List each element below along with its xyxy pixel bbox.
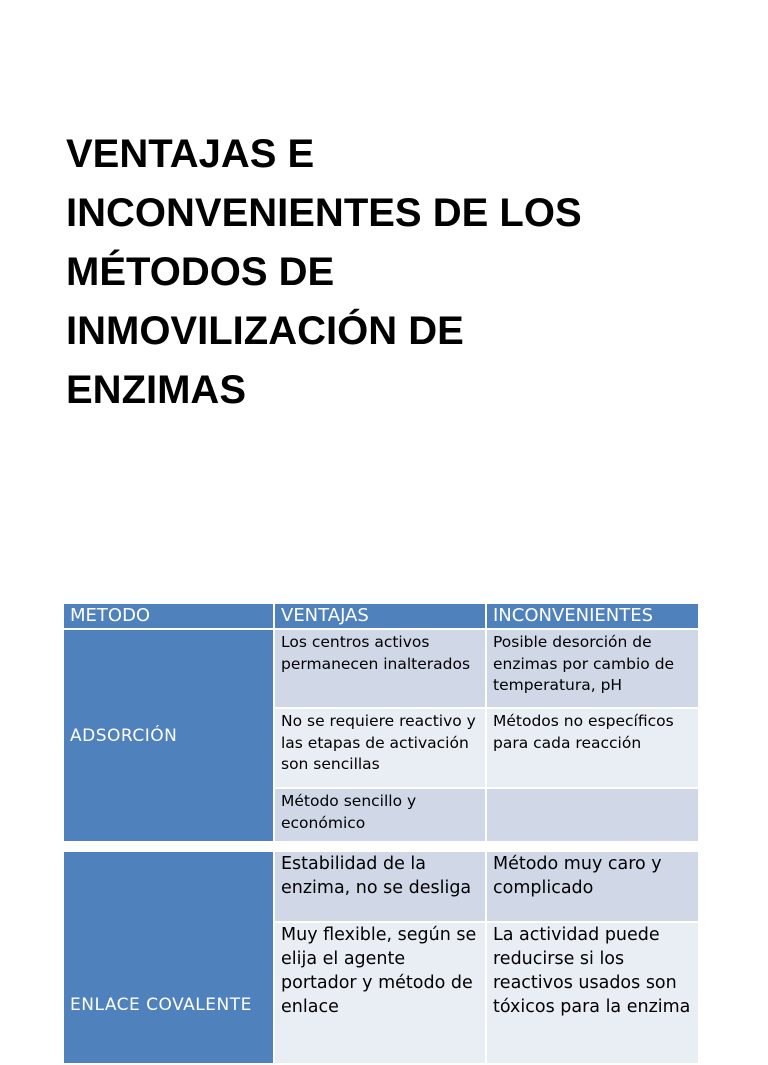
table-row: [64, 630, 698, 707]
methods-table-enlace-covalente: [62, 850, 700, 1065]
header-ventajas: VENTAJAS: [275, 604, 485, 628]
ventajas-cell: Muy flexible, según se elija el agente portador y método de enlace: [275, 923, 485, 1063]
title-line-2: INCONVENIENTES DE LOS: [66, 191, 582, 235]
inconvenientes-cell: Método muy caro y complicado: [487, 852, 698, 921]
inconvenientes-cell: Métodos no específicos para cada reacción: [487, 709, 698, 787]
title-line-5: ENZIMAS: [66, 368, 246, 412]
header-metodo: METODO: [64, 604, 273, 628]
ventajas-cell: Los centros activos permanecen inalterados: [275, 630, 485, 707]
method-cell-adsorcion: ADSORCIÓN: [64, 630, 273, 841]
page-title: [66, 125, 726, 420]
methods-table-adsorcion: [62, 602, 700, 843]
header-inconvenientes: INCONVENIENTES: [487, 604, 698, 628]
inconvenientes-cell: [487, 789, 698, 841]
inconvenientes-cell: Posible desorción de enzimas por cambio de temperatura, pH: [487, 630, 698, 707]
ventajas-cell: Método sencillo y económico: [275, 789, 485, 841]
title-line-4: INMOVILIZACIÓN DE: [66, 309, 464, 353]
title-line-3: MÉTODOS DE: [66, 250, 335, 294]
title-line-1: VENTAJAS E: [66, 132, 315, 176]
inconvenientes-cell: La actividad puede reducirse si los reactivos usados son tóxicos para la enzima: [487, 923, 698, 1063]
method-cell-enlace-covalente: ENLACE COVALENTE: [64, 852, 273, 1063]
table-row: [64, 852, 698, 921]
ventajas-cell: No se requiere reactivo y las etapas de activación son sencillas: [275, 709, 485, 787]
table-header-row: [64, 604, 698, 628]
ventajas-cell: Estabilidad de la enzima, no se desliga: [275, 852, 485, 921]
